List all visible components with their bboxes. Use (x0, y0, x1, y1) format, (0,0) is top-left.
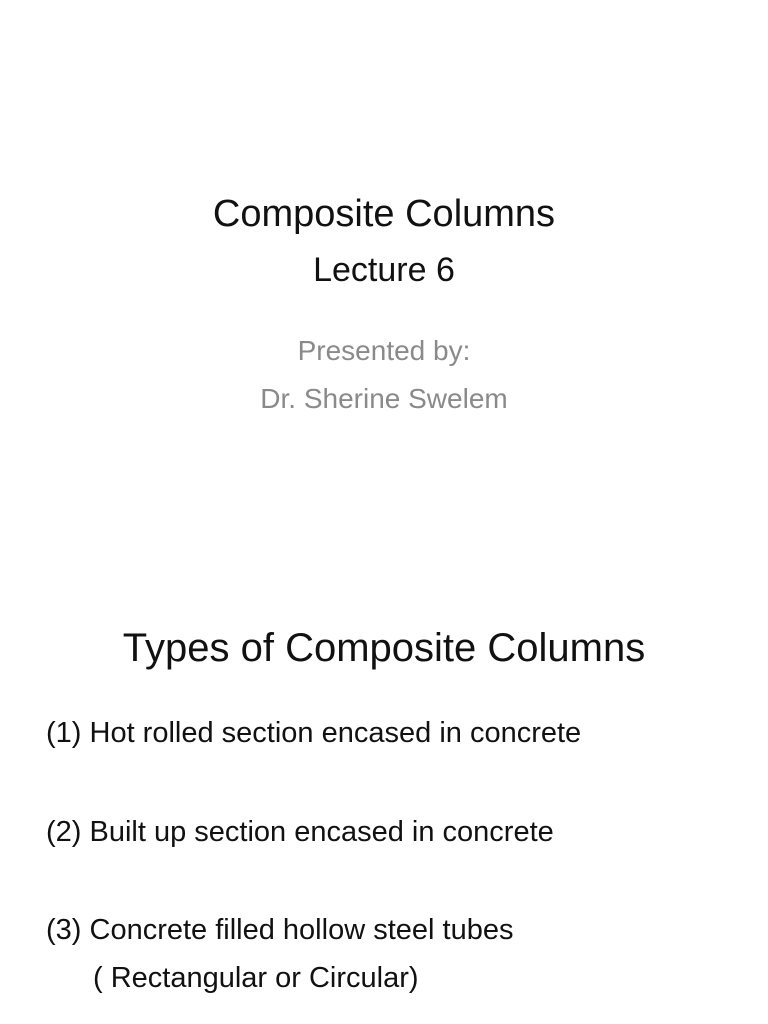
presenter-name: Dr. Sherine Swelem (260, 383, 508, 414)
list-item: (1) Hot rolled section encased in concrete (46, 717, 582, 749)
list-item: (2) Built up section encased in concrete (46, 816, 554, 848)
lecture-number: Lecture 6 (313, 251, 455, 289)
content-title: Types of Composite Columns (122, 626, 646, 670)
list-item: (3) Concrete filled hollow steel tubes (46, 914, 514, 946)
content-slide (0, 576, 768, 1024)
presented-by-label: Presented by: (297, 335, 471, 366)
slide-title: Composite Columns (212, 193, 556, 235)
list-item-continuation: ( Rectangular or Circular) (93, 962, 419, 994)
